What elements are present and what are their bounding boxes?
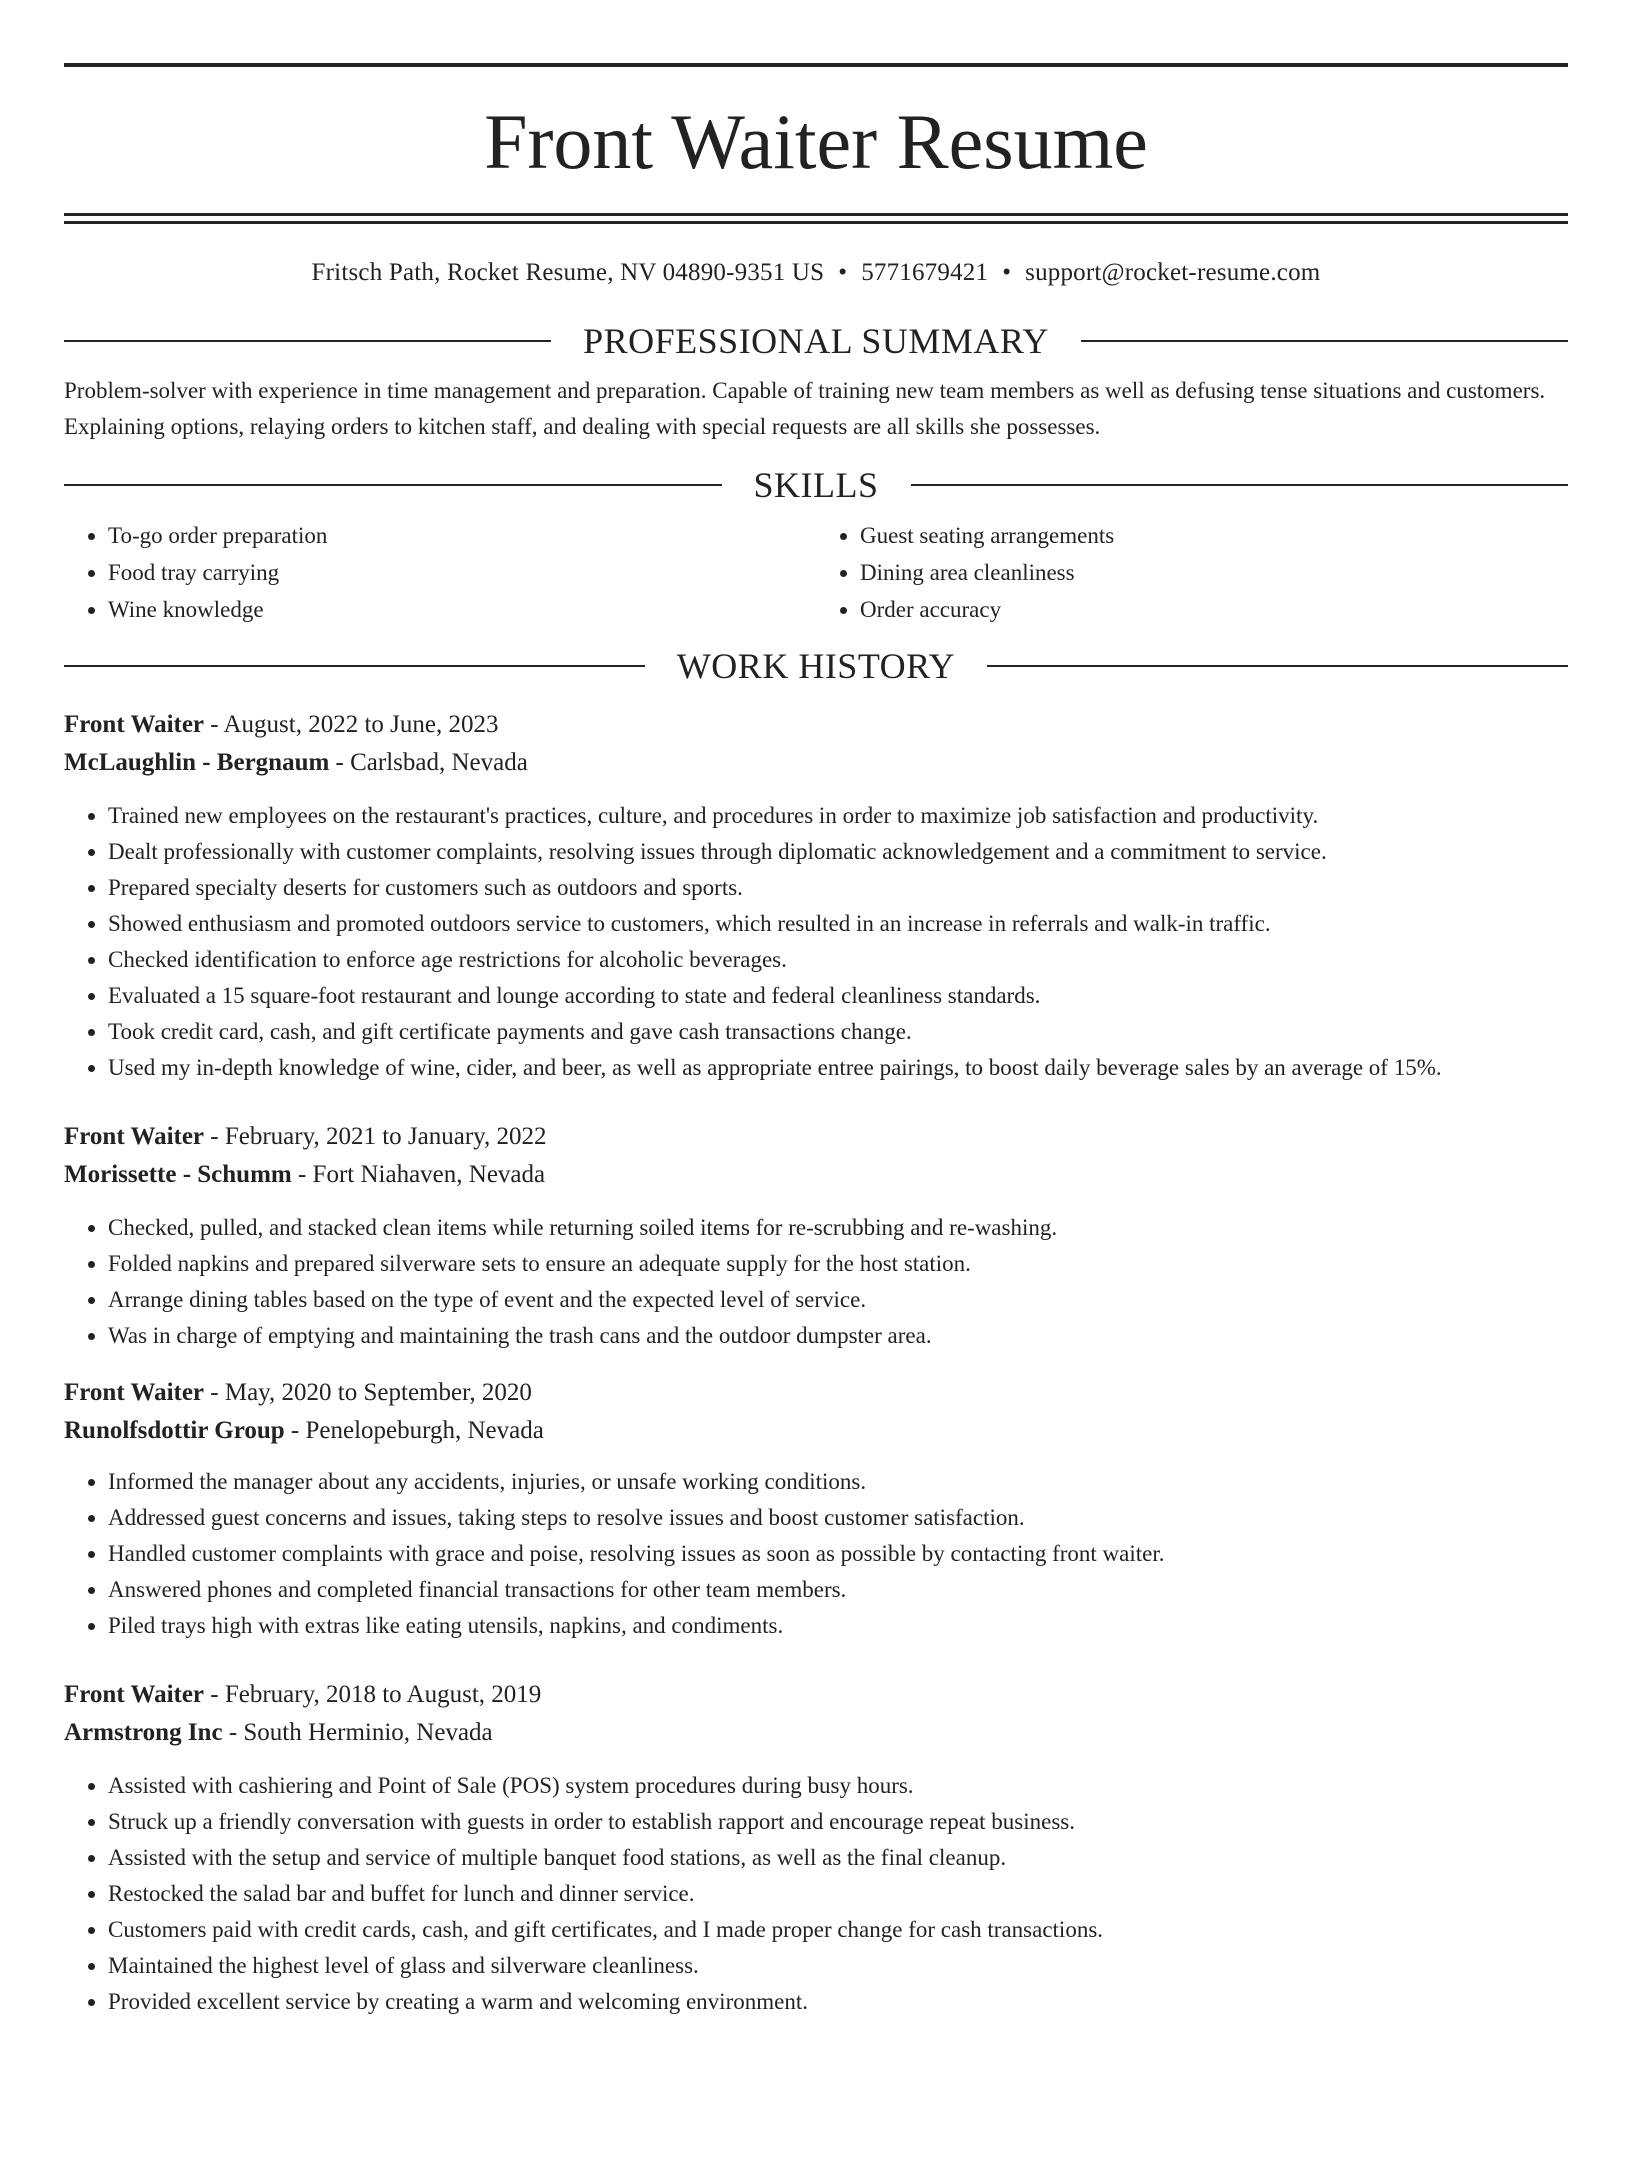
skills-column-right — [816, 517, 1568, 628]
duty-item: • Used my in-depth knowledge of wine, cider, and beer, as well as appropriate entree pairings, to boost daily beverage sales by an average of 15%. — [108, 1050, 1568, 1086]
heading-rule — [64, 665, 645, 667]
duty-item: • Showed enthusiasm and promoted outdoors service to customers, which resulted in an increase in referrals and walk-in traffic. — [108, 906, 1568, 942]
skill-item: • Guest seating arrangements — [860, 517, 1568, 554]
skills-list — [64, 517, 1568, 628]
job-dates: - February, 2018 to August, 2019 — [204, 1681, 542, 1708]
job-company-line — [64, 1412, 1568, 1450]
resume-page — [0, 63, 1632, 2175]
job-company: Armstrong Inc — [64, 1719, 223, 1746]
skills-column-left — [64, 517, 816, 628]
section-heading-summary — [64, 323, 1568, 359]
duty-item: • Restocked the salad bar and buffet for lunch and dinner service. — [108, 1876, 1568, 1912]
duty-item: • Folded napkins and prepared silverware sets to ensure an adequate supply for the host station. — [108, 1246, 1568, 1282]
contact-address: Fritsch Path, Rocket Resume, NV 04890-9351 US — [311, 259, 825, 286]
job-title-line — [64, 706, 1568, 744]
job-dates: - February, 2021 to January, 2022 — [204, 1123, 547, 1150]
duty-item: • Prepared specialty deserts for customers such as outdoors and sports. — [108, 870, 1568, 906]
heading-rule — [911, 484, 1569, 486]
duty-item: • Took credit card, cash, and gift certificate payments and gave cash transactions change. — [108, 1014, 1568, 1050]
duty-item: • Addressed guest concerns and issues, taking steps to resolve issues and boost customer satisfaction. — [108, 1500, 1568, 1536]
duty-item: • Assisted with cashiering and Point of Sale (POS) system procedures during busy hours. — [108, 1768, 1568, 1804]
duty-item: • Struck up a friendly conversation with guests in order to establish rapport and encourage repeat business. — [108, 1804, 1568, 1840]
duty-item: • Checked, pulled, and stacked clean items while returning soiled items for re-scrubbing and re-washing. — [108, 1210, 1568, 1246]
job-dates: - August, 2022 to June, 2023 — [204, 711, 499, 738]
summary-text: Problem-solver with experience in time management and preparation. Capable of training new team members as well as defusing tense situations and customers. Explaining options, relaying orders to kitchen staff, and dealing with special requests are all skills she possesses. — [64, 378, 1546, 439]
duty-item: • Arrange dining tables based on the type of event and the expected level of service. — [108, 1282, 1568, 1318]
section-title: WORK HISTORY — [676, 646, 956, 686]
duty-item: • Handled customer complaints with grace and poise, resolving issues as soon as possible by contacting front waiter. — [108, 1536, 1568, 1572]
contact-separator: • — [838, 259, 848, 286]
job-title-line — [64, 1118, 1568, 1156]
duty-item: • Provided excellent service by creating a warm and welcoming environment. — [108, 1984, 1568, 2020]
job-dates: - May, 2020 to September, 2020 — [204, 1379, 532, 1406]
job-company-line — [64, 1714, 1568, 1752]
top-rule — [64, 63, 1568, 67]
heading-rule — [64, 484, 722, 486]
job-entry — [64, 706, 1568, 1086]
section-heading-skills — [64, 467, 1568, 503]
job-duties — [64, 1464, 1568, 1644]
job-company-line — [64, 1156, 1568, 1194]
contact-phone[interactable]: 5771679421 — [861, 259, 989, 286]
skill-item: • To-go order preparation — [108, 517, 816, 554]
job-company: Runolfsdottir Group — [64, 1417, 285, 1444]
job-duties — [64, 798, 1568, 1086]
skill-item: • Order accuracy — [860, 591, 1568, 628]
title-double-rule — [64, 213, 1568, 224]
heading-rule — [987, 665, 1568, 667]
job-title: Front Waiter — [64, 1681, 205, 1708]
job-company: McLaughlin - Bergnaum — [64, 749, 330, 776]
job-title: Front Waiter — [64, 1379, 205, 1406]
contact-separator: • — [1002, 259, 1012, 286]
skill-item: • Food tray carrying — [108, 554, 816, 591]
duty-item: • Maintained the highest level of glass and silverware cleanliness. — [108, 1948, 1568, 1984]
job-title-line — [64, 1374, 1568, 1412]
job-location: - South Herminio, Nevada — [222, 1719, 493, 1746]
duty-item: • Customers paid with credit cards, cash, and gift certificates, and I made proper change for cash transactions. — [108, 1912, 1568, 1948]
contact-email[interactable]: support@rocket-resume.com — [1025, 259, 1321, 286]
job-company: Morissette - Schumm — [64, 1161, 292, 1188]
duty-item: • Trained new employees on the restaurant's practices, culture, and procedures in order to maximize job satisfaction and productivity. — [108, 798, 1568, 834]
job-location: - Penelopeburgh, Nevada — [284, 1417, 544, 1444]
duty-item: • Evaluated a 15 square-foot restaurant and lounge according to state and federal cleanliness standards. — [108, 978, 1568, 1014]
job-entry — [64, 1374, 1568, 1644]
job-duties — [64, 1210, 1568, 1354]
heading-rule — [1081, 340, 1568, 342]
skill-item: • Wine knowledge — [108, 591, 816, 628]
section-title: PROFESSIONAL SUMMARY — [583, 321, 1049, 361]
duty-item: • Checked identification to enforce age restrictions for alcoholic beverages. — [108, 942, 1568, 978]
job-entry — [64, 1118, 1568, 1354]
heading-rule — [64, 340, 551, 342]
skill-item: • Dining area cleanliness — [860, 554, 1568, 591]
job-location: - Fort Niahaven, Nevada — [291, 1161, 546, 1188]
resume-title: Front Waiter Resume — [484, 98, 1148, 185]
job-duties — [64, 1768, 1568, 2020]
job-location: - Carlsbad, Nevada — [329, 749, 528, 776]
duty-item: • Dealt professionally with customer complaints, resolving issues through diplomatic acknowledgement and a commitment to service. — [108, 834, 1568, 870]
duty-item: • Answered phones and completed financial transactions for other team members. — [108, 1572, 1568, 1608]
job-company-line — [64, 744, 1568, 782]
duty-item: • Informed the manager about any accidents, injuries, or unsafe working conditions. — [108, 1464, 1568, 1500]
job-title: Front Waiter — [64, 1123, 205, 1150]
job-entry — [64, 1676, 1568, 2020]
duty-item: • Was in charge of emptying and maintaining the trash cans and the outdoor dumpster area. — [108, 1318, 1568, 1354]
duty-item: • Piled trays high with extras like eating utensils, napkins, and condiments. — [108, 1608, 1568, 1644]
job-title-line — [64, 1676, 1568, 1714]
section-heading-work — [64, 648, 1568, 684]
section-title: SKILLS — [753, 465, 879, 505]
contact-line — [64, 260, 1568, 285]
duty-item: • Assisted with the setup and service of multiple banquet food stations, as well as the final cleanup. — [108, 1840, 1568, 1876]
job-title: Front Waiter — [64, 711, 205, 738]
